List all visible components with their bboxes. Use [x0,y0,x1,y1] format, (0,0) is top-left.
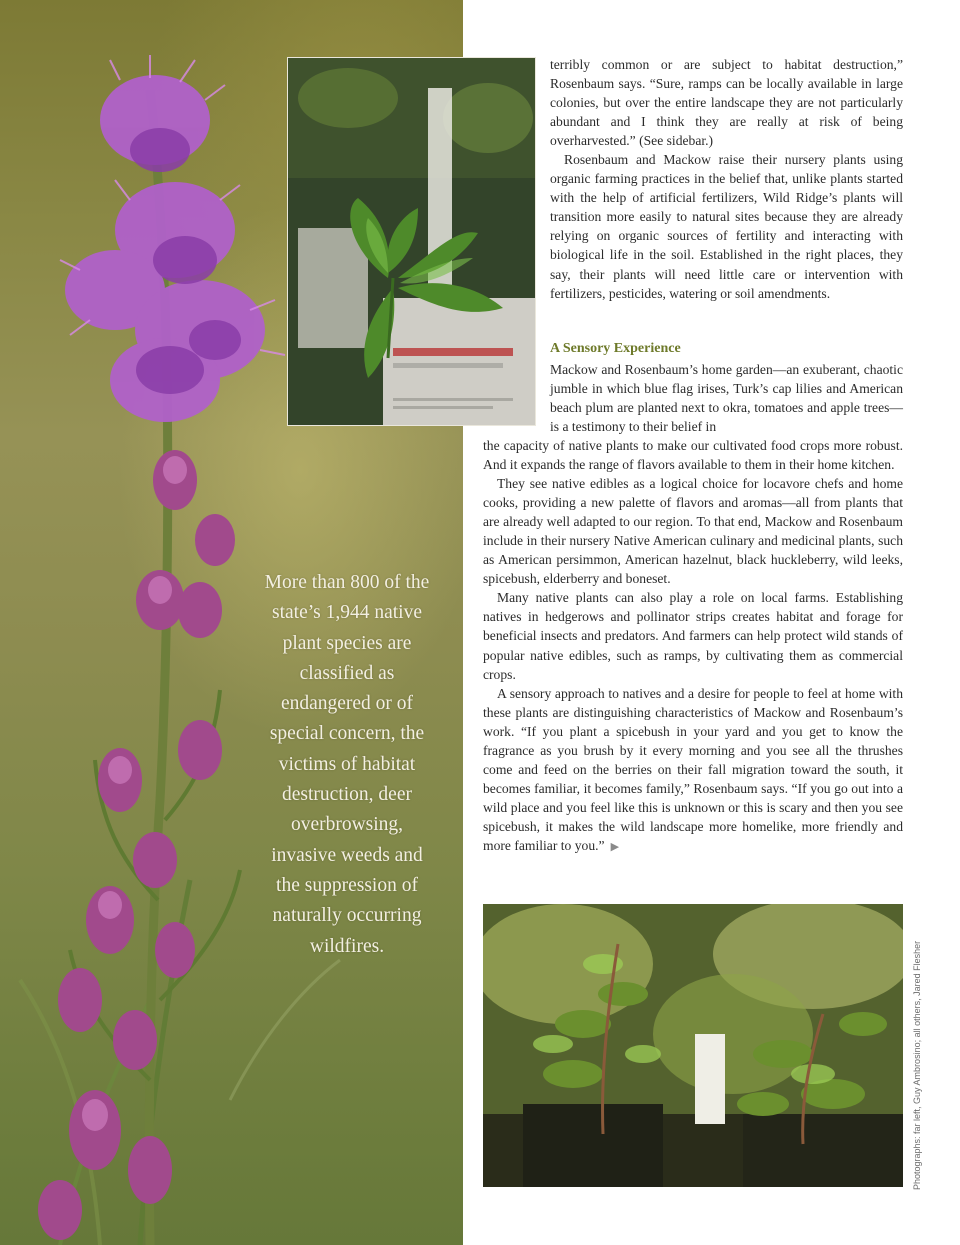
paragraph: They see native edibles as a logical choice for locavore chefs and home cooks, providing a new palette of flavors and aromas—all from plants that are already well adapted to our region. To that end, Mackow and Rosenbaum include in their nursery Native American culinary and medicinal plants, such as American persimmon, American hazelnut, black huckleberry, wild leeks, spicebush, elderberry and boneset. [483,476,903,587]
end-of-article-icon: ▶ [610,840,620,853]
seedlings-illustration [483,904,903,1187]
potted-seedlings-photo [483,904,903,1187]
paragraph: the capacity of native plants to make our cultivated food crops more robust. And it expands the range of flavors available to them in their home kitchen. [483,438,903,473]
paragraph: terribly common or are subject to habitat destruction,” Rosenbaum says. “Sure, ramps can be locally available in large colonies, but over the entire landscape they are not particularly abundant and I think they are really at risk of being overharvested.” (See sidebar.) [550,57,903,149]
paragraph: Rosenbaum and Mackow raise their nursery plants using organic farming practices in the belief that, unlike plants started with the help of artificial fertilizers, Wild Ridge’s plants will transition more easily to natural sites because they are already relying on organic sources of fertility and interacting with biological life in the soil. Established in the right places, they say, their plants will need little care or intervention with fertilizers, pesticides, watering or soil amendments. [550,152,903,301]
photo-credit: Photographs: far left, Guy Ambrosino; all others, Jared Flesher [912,940,922,1190]
article-text-wrap [550,360,903,436]
paragraph: Many native plants can also play a role on local farms. Establishing natives in hedgerows and pollinator strips creates habitat and forage for beneficial insects and predators. And farmers can help protect wild stands of popular native edibles, such as ramps, by cultivating them as commercial crops. [483,590,903,682]
pull-quote: More than 800 of the state’s 1,944 native plant species are classified as endangered or of special concern, the victims of habitat destruction, deer overbrowsing, invasive weeds and the suppression of naturally occurring wildfires. [264,572,430,957]
paragraph: Mackow and Rosenbaum’s home garden—an exuberant, chaotic jumble in which blue flag irises, Turk’s cap lilies and American beach plum are planted next to okra, tomatoes and apple trees—is a testimony to their belief in [550,362,903,435]
article-text-top [550,55,903,303]
section-subheading: A Sensory Experience [550,341,681,356]
seedling-with-label-photo [287,57,536,426]
seedling-illustration [288,58,536,426]
article-text-main [483,436,903,857]
paragraph-text: A sensory approach to natives and a desire for people to feel at home with these plants are distinguishing characteristics of Mackow and Rosenbaum’s work. “If you plant a spicebush in your yard and you get to know the fragrance as you brush by it every morning and you see all the thrushes come and feed on the berries on their fall migration toward the south, it becomes familiar, it becomes family,” Rosenbaum says. “If you go out into a wild place and you feel like this is unknown or this is scary and then you see spicebush, it makes the wild landscape more homelike, more friendly and more familiar to you.” [483,685,903,853]
paragraph-last [483,684,903,857]
